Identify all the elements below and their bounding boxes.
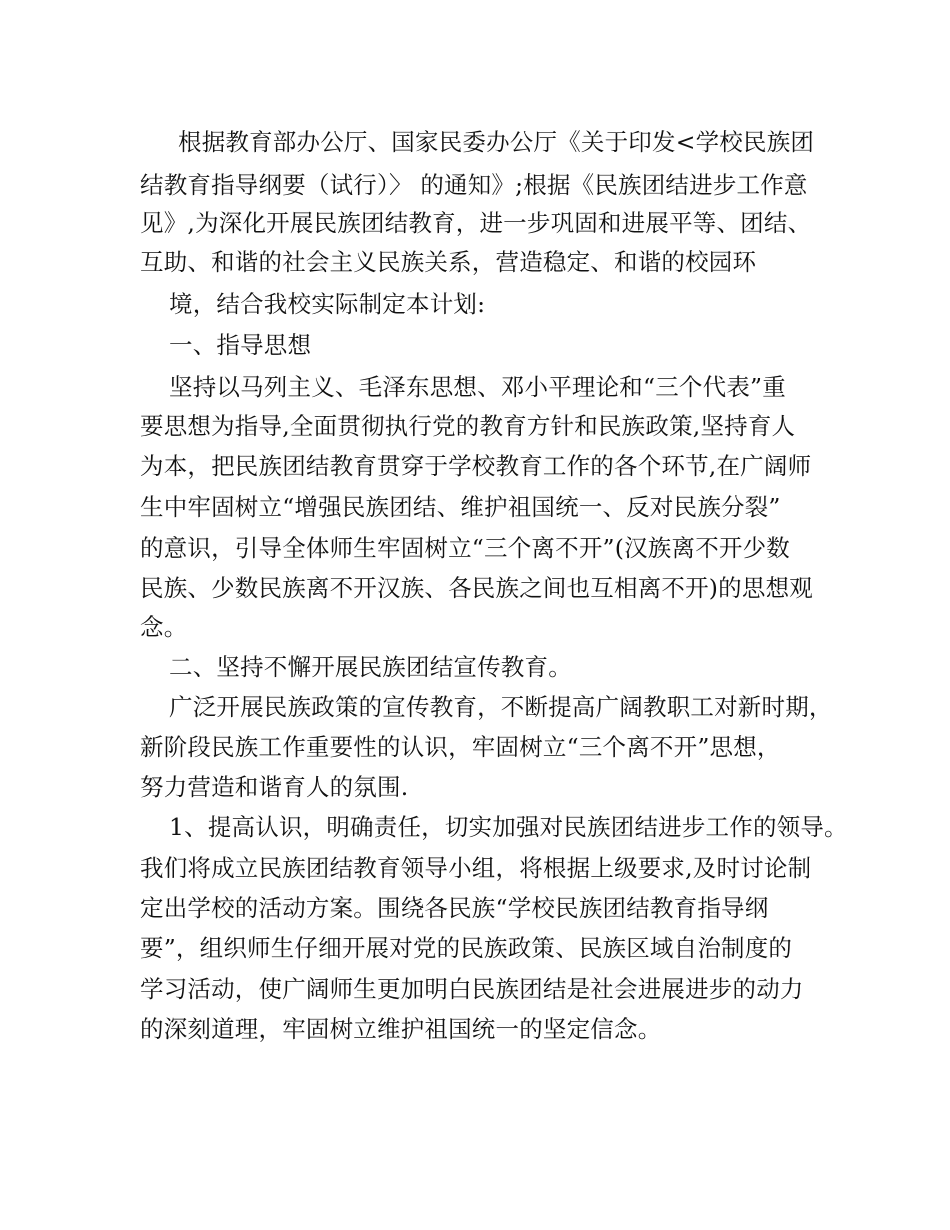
text-line: 的意识，引导全体师生牢固树立“三个离不开”(汉族离不开少数 bbox=[140, 534, 790, 562]
text-line: 民族、少数民族离不开汉族、各民族之间也互相离不开)的思想观 bbox=[140, 574, 813, 602]
text-line: 念。 bbox=[140, 613, 188, 641]
text-line: 我们将成立民族团结教育领导小组，将根据上级要求,及时讨论制 bbox=[140, 854, 812, 882]
text-line: 要”，组织师生仔细开展对党的民族政策、民族区域自治制度的 bbox=[140, 934, 793, 962]
text-line: 结教育指导纲要（试行）〉 的通知》;根据《民族团结进步工作意 bbox=[140, 171, 808, 199]
text-line: 境，结合我校实际制定本计划: bbox=[169, 290, 486, 318]
text-line: 见》,为深化开展民族团结教育，进一步巩固和进展平等、团结、 bbox=[140, 209, 812, 237]
text-line: 互助、和谐的社会主义民族关系，营造稳定、和谐的校园环 bbox=[140, 248, 757, 276]
text-line: 新阶段民族工作重要性的认识，牢固树立“三个离不开”思想， bbox=[140, 733, 781, 761]
text-line: 根据教育部办公厅、国家民委办公厅《关于印发<学校民族团 bbox=[178, 128, 815, 156]
text-line: 生中牢固树立“增强民族团结、维护祖国统一、反对民族分裂” bbox=[140, 493, 781, 521]
text-line: 的深刻道理，牢固树立维护祖国统一的坚定信念。 bbox=[140, 1015, 662, 1043]
text-line: 要思想为指导,全面贯彻执行党的教育方针和民族政策,坚持育人 bbox=[140, 412, 796, 440]
text-line: 1、提高认识，明确责任，切实加强对民族团结进步工作的领导。 bbox=[169, 813, 848, 841]
section-heading: 一、指导思想 bbox=[169, 331, 312, 359]
text-line: 坚持以马列主义、毛泽东思想、邓小平理论和“三个代表”重 bbox=[169, 373, 786, 401]
text-line: 为本，把民族团结教育贯穿于学校教育工作的各个环节,在广阔师 bbox=[140, 452, 812, 480]
section-heading: 二、坚持不懈开展民族团结宣传教育。 bbox=[169, 653, 572, 681]
text-line: 努力营造和谐育人的氛围. bbox=[140, 773, 409, 801]
text-line: 学习活动，使广阔师生更加明白民族团结是社会进展进步的动力 bbox=[140, 975, 804, 1003]
text-line: 广泛开展民族政策的宣传教育，不断提高广阔教职工对新时期， bbox=[169, 693, 833, 721]
text-line: 定出学校的活动方案。围绕各民族“学校民族团结教育指导纲 bbox=[140, 894, 769, 922]
